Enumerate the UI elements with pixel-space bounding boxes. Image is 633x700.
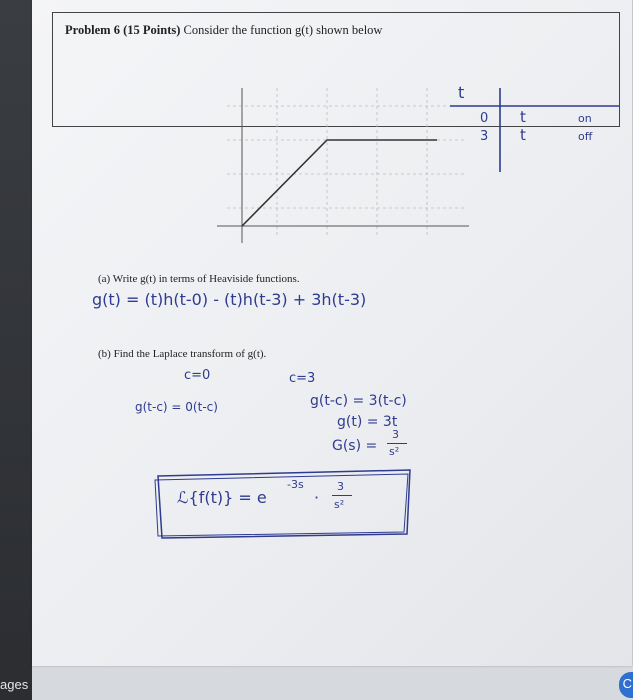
gs-fraction-bar: [387, 443, 407, 444]
table-row1-state: on: [578, 112, 592, 125]
worksheet-page: [32, 0, 632, 666]
gs-lhs: G(s) =: [332, 438, 378, 454]
problem-points: (15 Points): [123, 23, 181, 37]
g-curve: [242, 140, 437, 226]
problem-statement: [65, 23, 382, 38]
part-a-answer: g(t) = (t)h(t-0) - (t)h(t-3) + 3h(t-3): [92, 290, 367, 309]
problem-text: Consider the function g(t) shown below: [183, 23, 383, 37]
table-row1-t: 0: [480, 111, 489, 126]
final-denominator: s²: [334, 498, 345, 511]
function-graph: [197, 78, 477, 258]
gs-fraction-line: [332, 428, 442, 468]
pages-label[interactable]: ages: [0, 677, 29, 692]
final-numerator: 3: [337, 480, 344, 493]
gs-denominator: s²: [389, 445, 400, 458]
table-row2-t: 3: [480, 129, 489, 144]
case-c0: c=0: [184, 368, 211, 383]
right-work-line-1: g(t-c) = 3(t-c): [310, 393, 407, 409]
problem-number: Problem 6: [65, 23, 120, 37]
table-header-t: t: [458, 83, 465, 102]
table-row2-expr: t: [520, 126, 526, 144]
gs-numerator: 3: [392, 428, 399, 441]
left-work-line: g(t-c) = 0(t-c): [135, 400, 218, 414]
right-work-line-2: g(t) = 3t: [337, 414, 398, 430]
interval-table: [450, 80, 625, 175]
table-row2-state: off: [578, 130, 593, 143]
final-lhs: ℒ{f(t)} = e: [177, 488, 267, 507]
final-exponent: -3s: [287, 478, 304, 491]
corner-badge-letter: C: [622, 676, 632, 691]
part-a-prompt: (a) Write g(t) in terms of Heaviside functions.: [98, 273, 300, 285]
table-row1-expr: t: [520, 108, 526, 126]
case-c3: c=3: [289, 371, 316, 386]
sidebar-strip: [0, 0, 32, 700]
final-dot: ·: [314, 488, 320, 507]
final-fraction-bar: [332, 495, 352, 496]
part-b-prompt: (b) Find the Laplace transform of g(t).: [98, 348, 267, 360]
